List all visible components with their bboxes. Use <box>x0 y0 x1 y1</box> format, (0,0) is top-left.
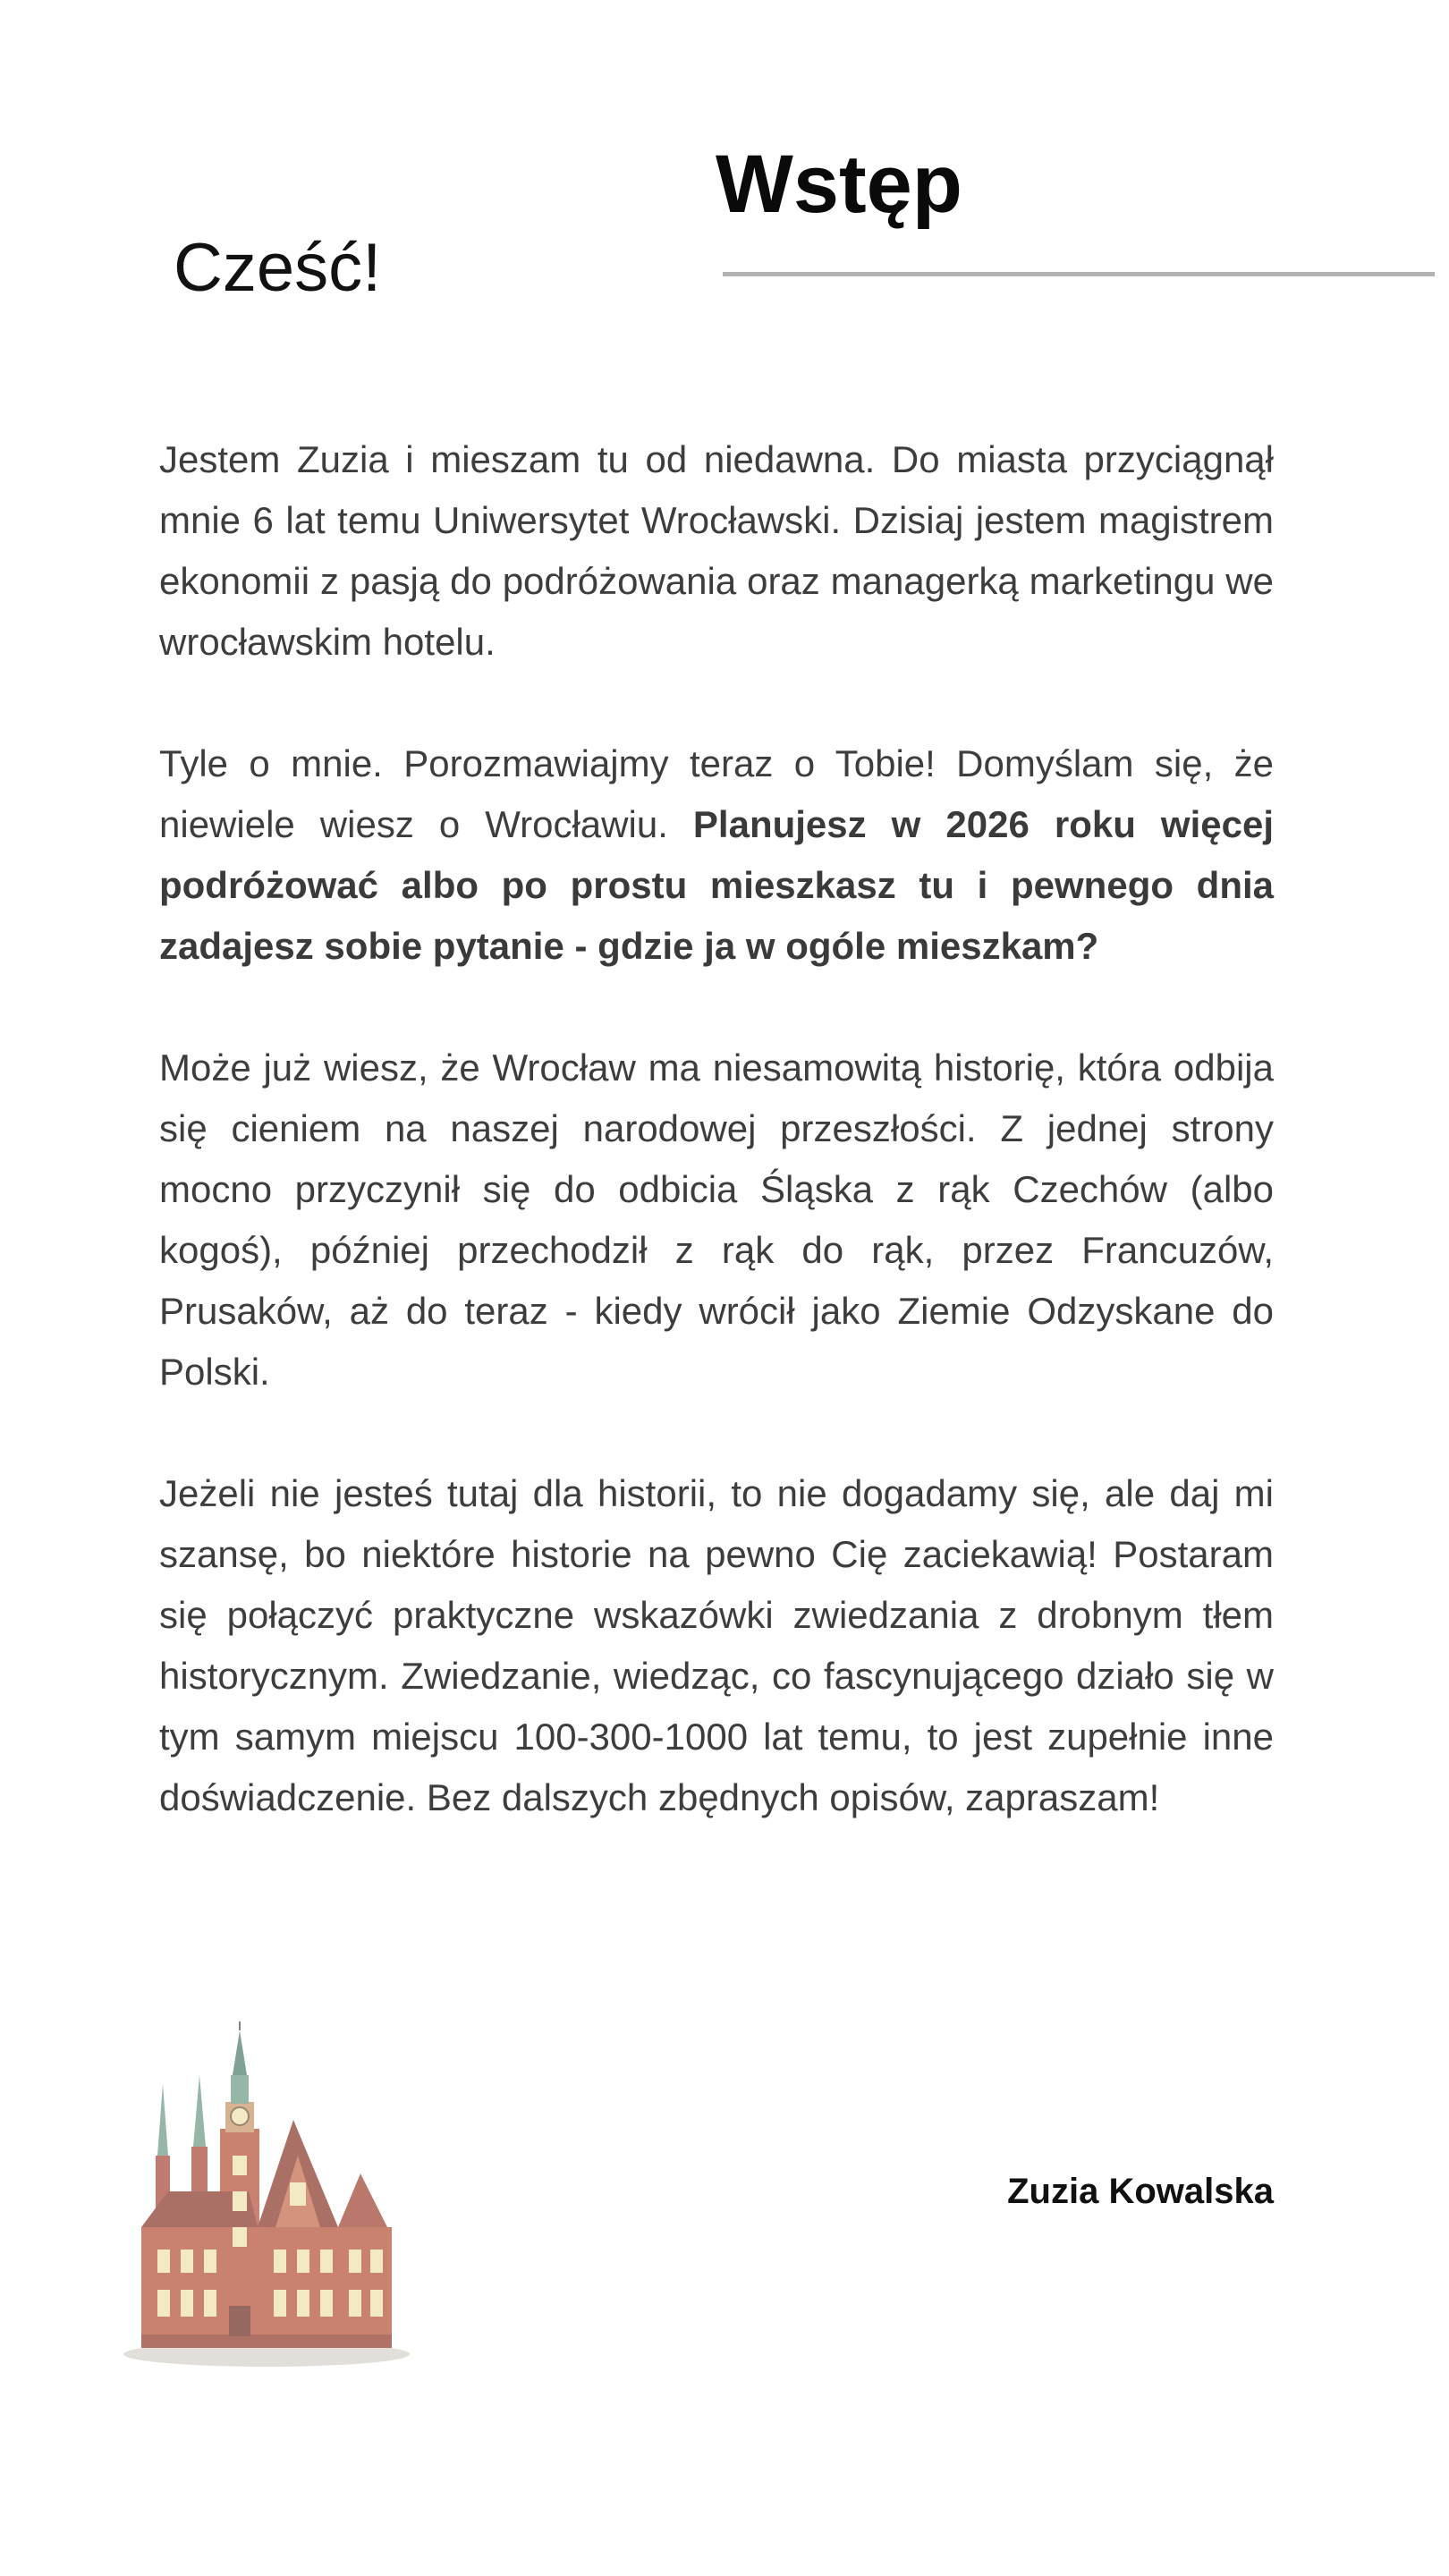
hall-body <box>141 2227 392 2348</box>
intro-text <box>159 429 1274 1889</box>
page-title: Wstęp <box>716 139 962 230</box>
paragraph-about-me <box>159 429 1274 673</box>
tower-lantern <box>231 2075 249 2104</box>
tower-top-spire <box>233 2030 247 2075</box>
paragraph-about-you <box>159 733 1274 977</box>
paragraph-text: Może już wiesz, że Wrocław ma niesamowitą historię, która odbija się cieniem na naszej narodowej przeszłości. Z jednej strony mocno przyczynił się do odbicia Śląska z rąk Czechów (albo kogoś), później przechodził z rąk do rąk, przez Francuzów, Prusaków, aż do teraz - kiedy wrócił jako Ziemie Odzyskane do Polski. <box>159 1046 1274 1393</box>
paragraph-text: Jestem Zuzia i mieszam tu od niedawna. Do miasta przyciągnął mnie 6 lat temu Uniwersytet Wrocławski. Dzisiaj jestem magistrem ekonomii z pasją do podróżowania oraz managerką marketingu we wrocławskim hotelu. <box>159 438 1274 663</box>
paragraph-bold-question: Planujesz w 2026 roku więcej podróżować albo po prostu mieszkasz tu i pewnego dnia zadajesz sobie pytanie - gdzie ja w ogóle mieszkam? <box>159 803 1274 967</box>
clock-face <box>231 2107 249 2125</box>
entrance-door <box>229 2306 250 2336</box>
paragraph-text: Tyle o mnie. Porozmawiajmy teraz o Tobie! Domyślam się, że niewiele wiesz o Wrocławiu. <box>159 742 1274 845</box>
paragraph-invitation <box>159 1463 1274 1828</box>
second-spire <box>193 2075 206 2147</box>
paragraph-text: Jeżeli nie jesteś tutaj dla historii, to nie dogadamy się, ale daj mi szansę, bo niektóre historie na pewno Cię zaciekawią! Postaram się połączyć praktyczne wskazówki zwiedzania z drobnym tłem historycznym. Zwiedzanie, wiedząc, co fascynującego działo się w tym samym miejscu 100-300-1000 lat temu, to jest zupełnie inne doświadczenie. Bez dalszych zbędnych opisów, zapraszam! <box>159 1472 1274 1818</box>
greeting-heading: Cześć! <box>174 230 382 306</box>
title-divider <box>723 272 1435 276</box>
right-gable <box>338 2174 387 2227</box>
paragraph-history <box>159 1038 1274 1402</box>
author-signature: Zuzia Kowalska <box>1007 2172 1274 2211</box>
town-hall-illustration <box>114 2021 410 2370</box>
hall-plinth <box>141 2334 392 2348</box>
left-spire <box>157 2084 168 2156</box>
